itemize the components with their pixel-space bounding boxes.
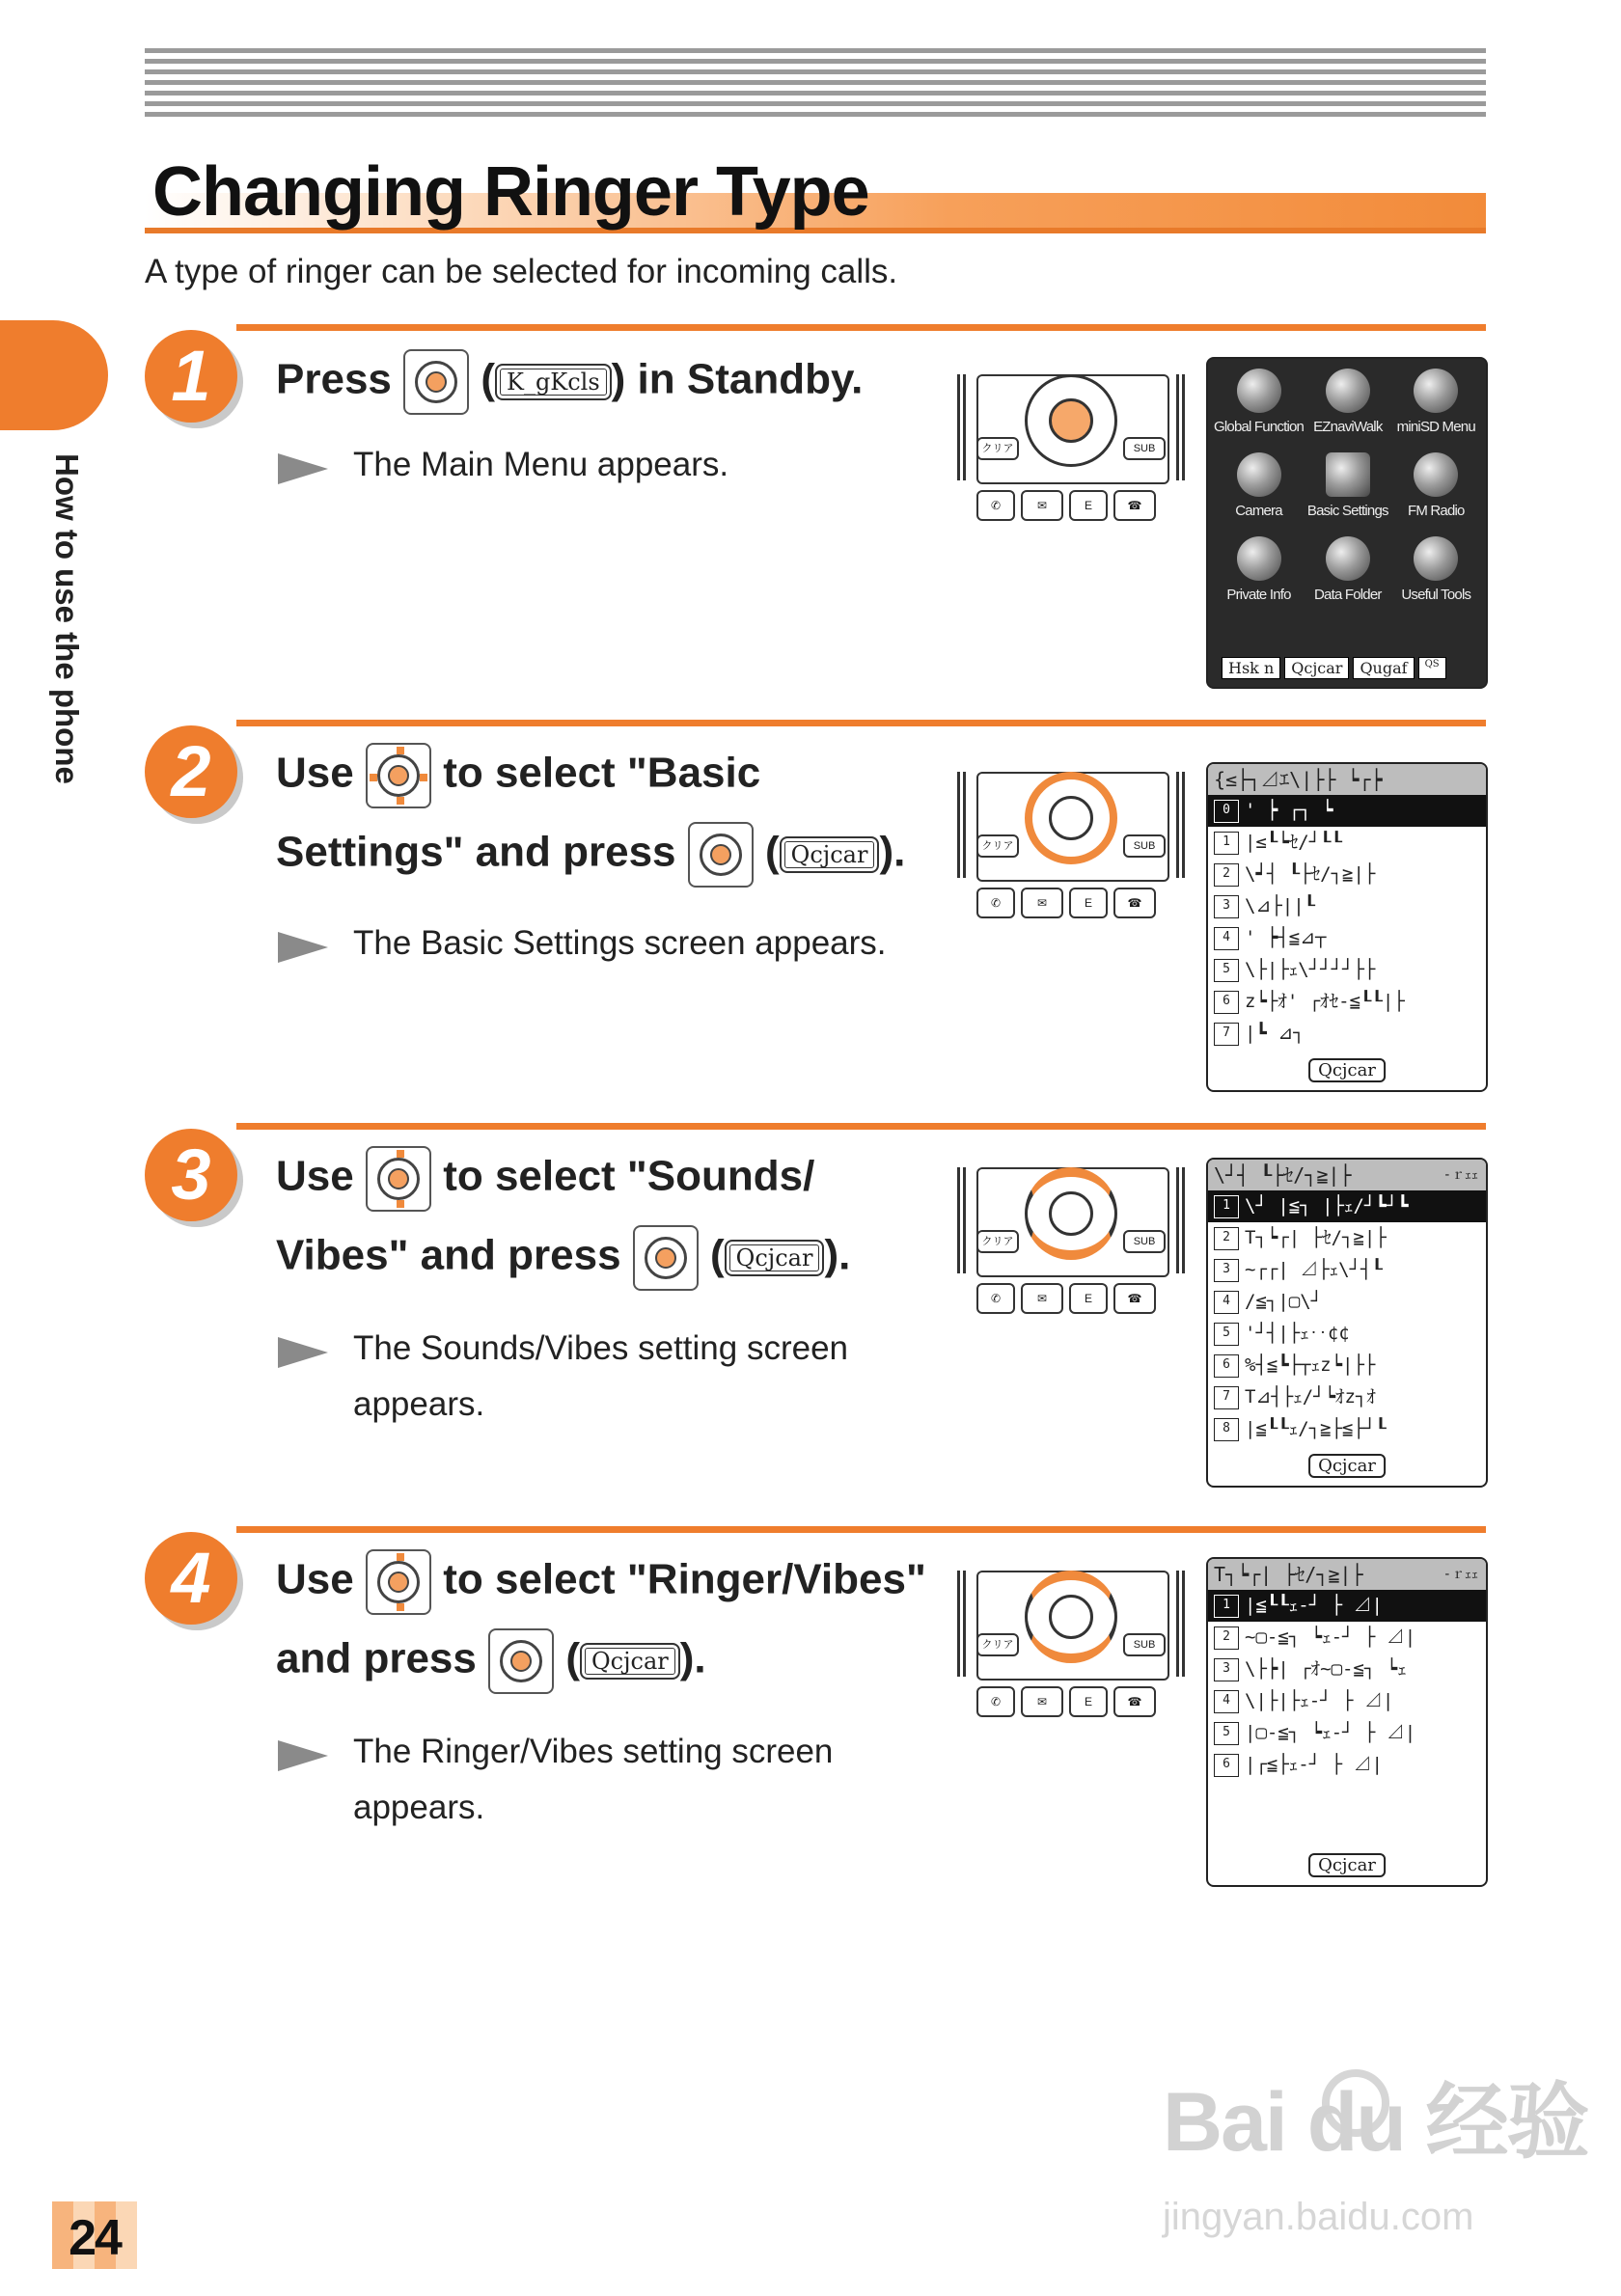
list-item-selected: 0 ' ┝ ┌┐ ┕ [1208, 795, 1486, 827]
step-text: Press [276, 355, 392, 403]
center-key-icon [688, 822, 754, 888]
list-item-selected: 1 |≦┖┖ｪ-┘ ├ ⊿| [1208, 1590, 1486, 1622]
folder-icon [1326, 536, 1370, 581]
step-result: appears. [353, 1385, 485, 1423]
camera-icon [1237, 452, 1281, 497]
screen-title: \┘┤ ┖├ｾ/┐≧|├ -ｒｪｪ [1208, 1160, 1486, 1190]
main-menu-screen [1206, 357, 1488, 689]
phone-icon [1326, 452, 1370, 497]
list-item: 3 \⊿├||┖ [1208, 890, 1486, 922]
menu-item: Private Info [1214, 536, 1304, 603]
menu-item: Global Function [1214, 369, 1304, 435]
step-separator [236, 720, 1486, 726]
step-result: The Ringer/Vibes setting screen [353, 1733, 834, 1770]
step-instruction: Vibes" and press ( Qcjcar ). [276, 1225, 850, 1291]
step-instruction: Use to select "Ringer/Vibes" [276, 1549, 926, 1615]
list-item: 2 ~▢-≦┐ ┕ｪ-┘ ├ ⊿| [1208, 1622, 1486, 1654]
menu-item: miniSD Menu [1392, 369, 1480, 435]
step-text: ) in Standby. [611, 355, 864, 403]
list-item: 5 '┘┤|├ｪ‥¢¢ [1208, 1318, 1486, 1350]
page-title: Changing Ringer Type [152, 153, 869, 231]
center-key-icon [633, 1225, 699, 1291]
softkey-label: K_gKcls [495, 364, 612, 400]
step-instruction: Settings" and press ( Qcjcar ). [276, 822, 905, 888]
keypad-illustration: クリア SUB ✆ ✉ E ☎ [955, 1561, 1187, 1725]
result-arrow-icon [278, 1337, 328, 1368]
basic-settings-screen [1206, 762, 1488, 1092]
tools-icon [1414, 536, 1458, 581]
list-item: 3 \├┝| ┌ｵ~▢-≦┐ ┕ｪ [1208, 1654, 1486, 1685]
watermark-brand: Bai du 经验 [1163, 2076, 1588, 2169]
header-stripes [145, 48, 1486, 118]
menu-item-selected: Basic Settings [1304, 452, 1391, 519]
list-item: 5 |▢-≦┐ ┕ｪ-┘ ├ ⊿| [1208, 1717, 1486, 1749]
result-arrow-icon [278, 453, 328, 484]
keypad-illustration: クリア SUB ✆ ✉ E ☎ [955, 762, 1187, 926]
list-item: 2 T┐┕┌| ├ｾ/┐≧|├ [1208, 1222, 1486, 1254]
list-item: 8 |≦┖┖ｪ/┐≧├≦├┘┖ [1208, 1413, 1486, 1445]
page-number: 24 [52, 2201, 137, 2269]
step-separator [236, 1123, 1486, 1130]
globe-icon [1237, 369, 1281, 413]
result-arrow-icon [278, 1740, 328, 1771]
step-result: The Sounds/Vibes setting screen [353, 1329, 849, 1367]
step-instruction: and press ( Qcjcar ). [276, 1628, 706, 1694]
step-result: The Basic Settings screen appears. [353, 924, 887, 962]
screen-title: T┐┕┌| ├ｾ/┐≧|├ -ｒｪｪ [1208, 1559, 1486, 1590]
list-item-selected: 1 \┘ |≦┐ |├ｪ/┘┗┘┗ [1208, 1190, 1486, 1222]
list-item: 6 %┤≦┗├┬ｪz┕|├├ [1208, 1350, 1486, 1381]
softkey-label: Qcjcar [1308, 1853, 1386, 1877]
chapter-tab [0, 320, 108, 430]
nav-key-updown-icon [366, 743, 431, 808]
softkey-label: Qcjcar [580, 1643, 680, 1680]
sd-card-icon [1414, 369, 1458, 413]
step-separator [236, 1526, 1486, 1533]
list-item: 4 ' ┝┤≦⊿┬ [1208, 922, 1486, 954]
screen-title: {≤├┐⊿ｴ\|├├ ┕┌┝ [1208, 764, 1486, 795]
list-item: 7 |┗ ⊿┐ [1208, 1018, 1486, 1050]
list-item: 3 ~┌┌| ⊿├ｪ\┘┤┖ [1208, 1254, 1486, 1286]
softkey-label: Qcjcar [1308, 1058, 1386, 1082]
menu-item: Useful Tools [1392, 536, 1480, 603]
intro-text: A type of ringer can be selected for incoming calls. [145, 253, 898, 290]
step-number: 2 [145, 725, 237, 818]
sounds-vibes-screen [1206, 1158, 1488, 1488]
notebook-icon [1237, 536, 1281, 581]
step-instruction: Use to select "Basic [276, 743, 760, 808]
chapter-label: How to use the phone [49, 453, 85, 784]
softkey-label: Qcjcar [725, 1240, 825, 1276]
nav-key-updown-icon [366, 1146, 431, 1212]
radio-icon [1414, 452, 1458, 497]
softkey-label: Qcjcar [780, 836, 880, 873]
step-number: 3 [145, 1129, 237, 1221]
list-item: 2 \┙┤ ┖├ｾ/┐≧|├ [1208, 859, 1486, 890]
watermark-url: jingyan.baidu.com [1163, 2196, 1474, 2238]
center-key-icon [488, 1628, 554, 1694]
menu-softkey-bar: Hsk n Qcjcar Qugaf QS [1222, 657, 1446, 679]
list-item: 4 /≦┐|▢\┘ [1208, 1286, 1486, 1318]
list-item: 7 T⊿┤├ｪ/┘┕ｵz┐ｵ [1208, 1381, 1486, 1413]
list-item: 5 \├|├ｪ\┘┘┘┘├├ [1208, 954, 1486, 986]
menu-item: Camera [1214, 452, 1304, 519]
menu-item: Data Folder [1304, 536, 1391, 603]
ringer-vibes-screen [1206, 1557, 1488, 1887]
menu-item: FM Radio [1392, 452, 1480, 519]
center-key-icon [403, 349, 469, 415]
list-item: 6 z┕├ｵ' ┌ｵｾ-≦┖┖|├ [1208, 986, 1486, 1018]
step-instruction: Press ( K_gKcls ) in Standby. [276, 349, 863, 415]
step-number: 4 [145, 1532, 237, 1625]
softkey-label: Qcjcar [1308, 1454, 1386, 1478]
step-result: appears. [353, 1789, 485, 1826]
step-separator [236, 324, 1486, 331]
menu-item: EZnaviWalk [1304, 369, 1391, 435]
list-item: 6 |┌≦├ｪ-┘ ├ ⊿| [1208, 1749, 1486, 1781]
step-instruction: Use to select "Sounds/ [276, 1146, 814, 1212]
result-arrow-icon [278, 932, 328, 963]
list-item: 1 |≤┖┕ｾ/┘┖┖ [1208, 827, 1486, 859]
nav-key-updown-icon [366, 1549, 431, 1615]
step-result: The Main Menu appears. [353, 446, 729, 483]
map-icon [1326, 369, 1370, 413]
step-number: 1 [145, 330, 237, 423]
list-item: 4 \|├|├ｪ-┘ ├ ⊿| [1208, 1685, 1486, 1717]
keypad-illustration: クリア SUB ✆ ✉ E ☎ [955, 365, 1187, 529]
keypad-illustration: クリア SUB ✆ ✉ E ☎ [955, 1158, 1187, 1322]
